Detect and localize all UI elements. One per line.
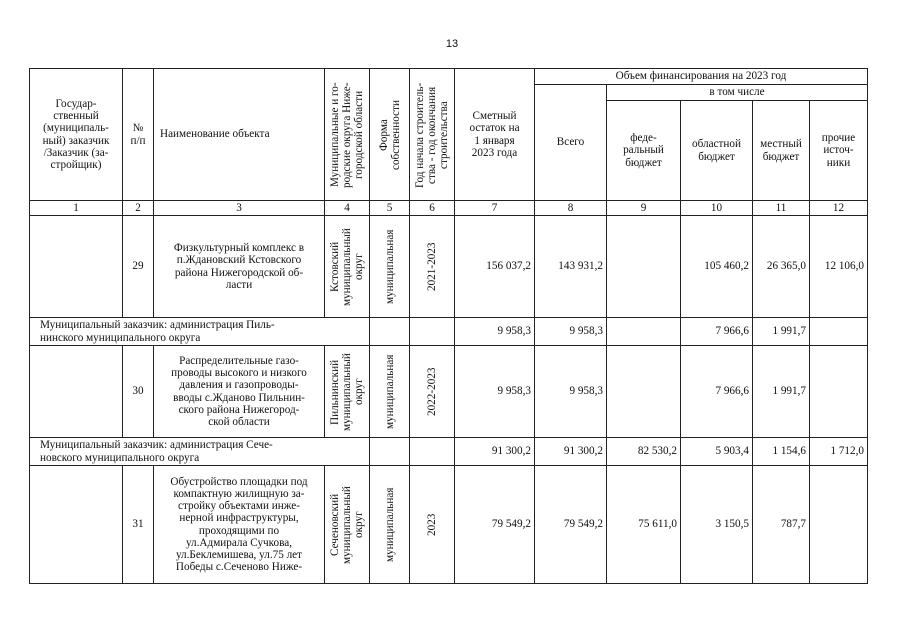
object-name xyxy=(154,216,325,318)
total-value: 91 300,2 xyxy=(535,438,607,466)
object-name-line: давления и газопроводы- xyxy=(179,379,299,392)
municipality-text xyxy=(329,348,365,436)
federal-value: 75 611,0 xyxy=(607,466,681,584)
header-local xyxy=(753,101,810,201)
object-name-line: ул.Адмирала Сучкова, xyxy=(185,536,293,549)
object-name-line: ской области xyxy=(208,415,270,428)
column-number-row xyxy=(30,201,868,216)
years-cell xyxy=(410,216,455,318)
years-cell-empty xyxy=(410,318,455,346)
column-number: 3 xyxy=(154,201,325,216)
column-number: 6 xyxy=(410,201,455,216)
table-row-31 xyxy=(30,466,868,584)
header-customer xyxy=(30,69,123,201)
header-remainder-line: Сметный xyxy=(472,110,517,123)
ownership-text: муниципальная xyxy=(383,487,396,562)
total-value: 143 931,2 xyxy=(535,216,607,318)
municipality-line: муниципальный xyxy=(341,227,353,306)
header-total: Всего xyxy=(535,85,607,201)
column-number: 9 xyxy=(607,201,681,216)
local-value: 26 365,0 xyxy=(753,216,810,318)
header-remainder xyxy=(455,69,535,201)
years-cell xyxy=(410,466,455,584)
header-other-line: прочие xyxy=(821,132,856,145)
local-value: 1 991,7 xyxy=(753,346,810,438)
header-customer-line: /Заказчик (за- xyxy=(43,146,109,159)
ownership-cell-empty xyxy=(370,318,410,346)
customer-group-row xyxy=(30,438,868,466)
municipality-text xyxy=(329,219,365,315)
total-value: 9 958,3 xyxy=(535,318,607,346)
remainder-value: 79 549,2 xyxy=(455,466,535,584)
header-remainder-line: 1 января xyxy=(474,134,515,147)
other-value: 1 712,0 xyxy=(810,438,868,466)
customer-group-line: Муниципальный заказчик: администрация Сече- xyxy=(40,439,273,452)
header-municipality xyxy=(325,69,370,201)
header-remainder-line: 2023 года xyxy=(471,146,518,159)
column-number: 8 xyxy=(535,201,607,216)
object-name-line: Физкультурный комплекс в xyxy=(173,242,305,255)
years-text: 2021-2023 xyxy=(426,242,438,291)
column-number: 10 xyxy=(681,201,753,216)
object-name-line: вводы с.Жданово Пильнин- xyxy=(173,391,305,404)
ownership-cell xyxy=(370,346,410,438)
local-value: 1 154,6 xyxy=(753,438,810,466)
total-value: 9 958,3 xyxy=(535,346,607,438)
object-name-line: района Нижегородской об- xyxy=(174,266,304,279)
object-name-line: проходящими по xyxy=(198,524,280,537)
years-text: 2022-2023 xyxy=(426,367,438,416)
federal-value xyxy=(607,216,681,318)
object-name-line: проводы высокого и низкого xyxy=(171,367,307,380)
remainder-value: 9 958,3 xyxy=(455,318,535,346)
object-name xyxy=(154,466,325,584)
object-name-line: Победы с.Сеченово Ниже- xyxy=(175,561,303,574)
column-number: 4 xyxy=(325,201,370,216)
ownership-cell-empty xyxy=(370,438,410,466)
municipality-line: округ xyxy=(353,253,365,280)
customer-group-line: Муниципальный заказчик: администрация Пиль- xyxy=(40,319,275,332)
row-number: 31 xyxy=(123,466,154,584)
years-text: 2023 xyxy=(426,513,438,536)
header-including: в том числе xyxy=(607,85,868,101)
years-cell-empty xyxy=(410,438,455,466)
remainder-value: 156 037,2 xyxy=(455,216,535,318)
object-name-line: Обустройство площадки под xyxy=(170,475,308,488)
column-number: 7 xyxy=(455,201,535,216)
page-number: 13 xyxy=(445,38,459,50)
header-ownership-text xyxy=(378,73,402,197)
federal-value xyxy=(607,318,681,346)
municipality-line: муниципальный xyxy=(341,352,353,431)
years-cell xyxy=(410,346,455,438)
ownership-text: муниципальная xyxy=(383,229,396,304)
header-customer-line: ный) заказчик xyxy=(42,134,110,147)
header-number xyxy=(123,69,154,201)
header-municipality-line: родские округа Ниже- xyxy=(341,81,353,188)
column-number: 12 xyxy=(810,201,868,216)
column-number: 2 xyxy=(123,201,154,216)
header-ownership-line: Форма xyxy=(377,118,390,151)
ownership-cell xyxy=(370,466,410,584)
column-number: 5 xyxy=(370,201,410,216)
municipality-cell xyxy=(325,216,370,318)
other-value: 12 106,0 xyxy=(810,216,868,318)
header-local-line: местный xyxy=(760,138,802,151)
header-years xyxy=(410,69,455,201)
municipality-line: округ xyxy=(353,511,365,538)
local-value: 787,7 xyxy=(753,466,810,584)
other-value xyxy=(810,466,868,584)
row-number: 29 xyxy=(123,216,154,318)
column-number: 11 xyxy=(753,201,810,216)
header-federal-line: бюджет xyxy=(625,156,662,169)
header-years-line: Год начала строитель- xyxy=(414,81,426,188)
row-number: 30 xyxy=(123,346,154,438)
object-name-line: стройку объектами инже- xyxy=(178,500,300,513)
other-value xyxy=(810,346,868,438)
municipality-line: округ xyxy=(353,378,365,405)
other-value xyxy=(810,318,868,346)
regional-value: 7 966,6 xyxy=(681,318,753,346)
object-name-line: ского района Нижегород- xyxy=(178,403,300,416)
header-number-line: № xyxy=(132,122,144,135)
header-financing: Объем финансирования на 2023 год xyxy=(535,69,868,85)
header-years-line: строительства xyxy=(438,100,450,169)
header-federal-line: ральный xyxy=(623,144,664,157)
column-number: 1 xyxy=(30,201,123,216)
header-regional-line: бюджет xyxy=(698,150,735,163)
table-row-29 xyxy=(30,216,868,318)
municipality-text xyxy=(329,470,365,580)
customer-cell-empty xyxy=(30,216,123,318)
municipality-cell xyxy=(325,346,370,438)
header-municipality-text xyxy=(329,73,365,197)
header-other xyxy=(810,101,868,201)
customer-cell-empty xyxy=(30,346,123,438)
financing-table xyxy=(29,68,868,584)
header-ownership xyxy=(370,69,410,201)
header-other-line: ники xyxy=(826,156,851,169)
ownership-text: муниципальная xyxy=(383,354,396,429)
header-years-line: ства - год окончания xyxy=(426,85,438,184)
object-name-line: ласти xyxy=(225,278,253,291)
header-remainder-line: остаток на xyxy=(469,122,520,135)
object-name-line: нерной инфраструктуры, xyxy=(179,512,299,525)
header-customer-line: ственный xyxy=(53,110,99,123)
customer-group-line: новского муниципального округа xyxy=(40,451,200,464)
customer-group-label xyxy=(30,318,370,346)
object-name-line: п.Ждановский Кстовского xyxy=(176,254,302,267)
municipality-line: муниципальный xyxy=(341,485,353,564)
header-customer-line: (муниципаль- xyxy=(43,122,109,135)
header-customer-line: стройщик) xyxy=(50,158,102,171)
municipality-line: Пильнинский xyxy=(329,358,341,425)
header-object-name: Наименование объекта xyxy=(154,69,325,201)
customer-group-label xyxy=(30,438,370,466)
object-name-line: Распределительные газо- xyxy=(179,354,299,367)
customer-group-row xyxy=(30,318,868,346)
object-name-line: ул.Беклемишева, ул.75 лет xyxy=(175,548,303,561)
header-other-line: источ- xyxy=(823,144,854,157)
header-number-line: п/п xyxy=(130,134,146,147)
remainder-value: 9 958,3 xyxy=(455,346,535,438)
municipality-line: Кстовский xyxy=(329,241,341,292)
object-name xyxy=(154,346,325,438)
header-federal xyxy=(607,101,681,201)
header-customer-line: Государ- xyxy=(55,97,97,110)
header-row-1 xyxy=(30,69,868,85)
header-municipality-line: городской области xyxy=(353,90,365,179)
remainder-value: 91 300,2 xyxy=(455,438,535,466)
object-name-line: компактную жилищную за- xyxy=(173,487,305,500)
header-federal-line: феде- xyxy=(630,132,657,145)
header-ownership-line: собственности xyxy=(389,99,402,170)
header-municipality-line: Муниципальные и го- xyxy=(329,82,341,187)
federal-value: 82 530,2 xyxy=(607,438,681,466)
regional-value: 3 150,5 xyxy=(681,466,753,584)
municipality-cell xyxy=(325,466,370,584)
federal-value xyxy=(607,346,681,438)
ownership-cell xyxy=(370,216,410,318)
regional-value: 105 460,2 xyxy=(681,216,753,318)
regional-value: 5 903,4 xyxy=(681,438,753,466)
local-value: 1 991,7 xyxy=(753,318,810,346)
header-regional xyxy=(681,101,753,201)
header-years-text xyxy=(414,73,450,197)
header-local-line: бюджет xyxy=(762,150,800,163)
header-regional-line: областной xyxy=(692,138,741,151)
customer-cell-empty xyxy=(30,466,123,584)
table-row-30 xyxy=(30,346,868,438)
municipality-line: Сеченовский xyxy=(329,493,341,556)
regional-value: 7 966,6 xyxy=(681,346,753,438)
customer-group-line: нинского муниципального округа xyxy=(40,331,201,344)
total-value: 79 549,2 xyxy=(535,466,607,584)
